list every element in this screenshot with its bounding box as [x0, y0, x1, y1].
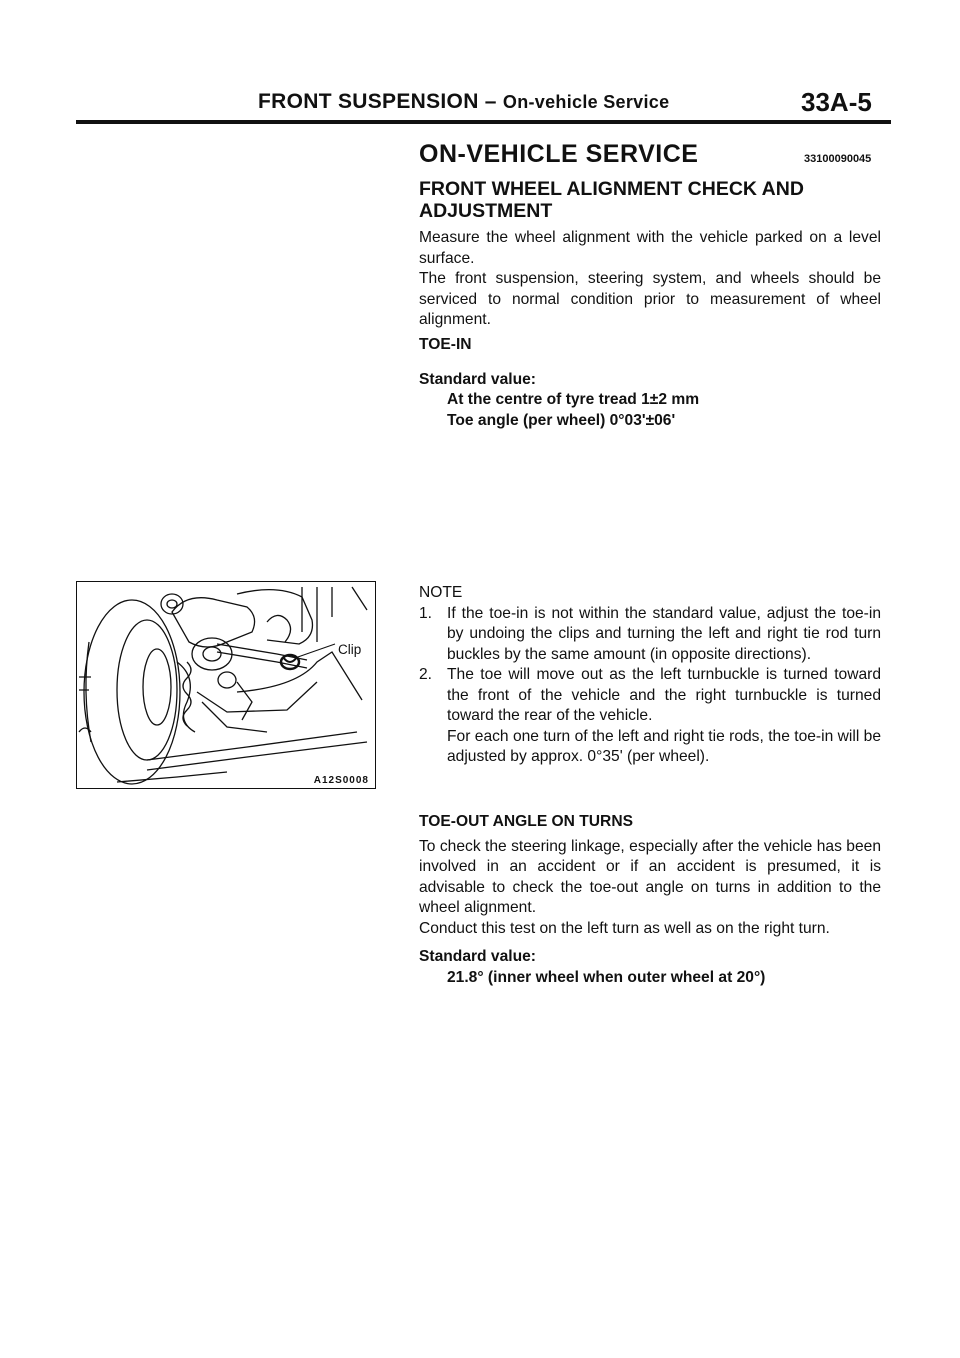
- note-item-2-number: 2.: [419, 666, 433, 683]
- toe-out-section: [419, 812, 881, 988]
- page-number: 33A-5: [801, 87, 872, 117]
- note-item-2: [419, 665, 881, 727]
- alignment-heading: FRONT WHEEL ALIGNMENT CHECK AND ADJUSTMENT: [419, 178, 804, 222]
- section-title: ON-VEHICLE SERVICE: [419, 140, 699, 168]
- note-item-1: [419, 604, 881, 666]
- note-item-1-text: If the toe-in is not within the standard value, adjust the toe-in by undoing the clips and turning the left and right tie rod turn buckles by the same amount (in opposite directions).: [447, 604, 881, 663]
- header-dash: –: [484, 90, 497, 113]
- note-section: [419, 583, 881, 768]
- note-label: NOTE: [419, 584, 463, 601]
- header-rule: [76, 120, 891, 124]
- toe-in-heading: TOE-IN: [419, 336, 472, 353]
- section-code: 33100090045: [804, 153, 872, 165]
- toe-out-value: 21.8° (inner wheel when outer wheel at 20°): [447, 968, 766, 986]
- note-item-2-text: The toe will move out as the left turnbuckle is turned toward the front of the vehicle and the right turnbuckle is turned toward the rear of the vehicle.: [447, 666, 881, 724]
- toe-in-value-1: At the centre of tyre tread 1±2 mm: [447, 391, 700, 408]
- alignment-para-1: Measure the wheel alignment with the vehicle parked on a level surface.: [419, 229, 881, 267]
- note-item-1-number: 1.: [419, 604, 433, 622]
- figure-id: A12S0008: [313, 775, 369, 786]
- toe-out-para-2: Conduct this test on the left turn as well as on the right turn.: [419, 919, 830, 937]
- toe-out-standard-label: Standard value:: [419, 948, 536, 965]
- toe-in-standard-label: Standard value:: [419, 370, 536, 388]
- toe-in-value-2: Toe angle (per wheel) 0°03'±06': [447, 411, 676, 429]
- header-title: [258, 90, 669, 114]
- clip-callout: Clip: [338, 642, 362, 657]
- alignment-body: [419, 228, 881, 331]
- note-item-2-extra: For each one turn of the left and right tie rods, the toe-in will be adjusted by approx. 0°35' (per wheel).: [447, 727, 881, 765]
- tie-rod-drawing: [77, 582, 374, 787]
- page-header: [0, 87, 960, 120]
- toe-in-section: [419, 335, 881, 431]
- toe-out-para-1: To check the steering linkage, especially after the vehicle has been involved in an accident or if an accident is presumed, it is advisable to check the toe-out angle on turns in addition to the wheel alignment.: [419, 837, 881, 916]
- toe-out-heading: TOE-OUT ANGLE ON TURNS: [419, 813, 633, 830]
- header-section: FRONT SUSPENSION: [258, 90, 479, 113]
- alignment-para-2: The front suspension, steering system, and wheels should be serviced to normal condition prior to measurement of wheel alignment.: [419, 270, 881, 328]
- tie-rod-figure: [76, 581, 376, 789]
- header-subtitle: On-vehicle Service: [502, 92, 670, 112]
